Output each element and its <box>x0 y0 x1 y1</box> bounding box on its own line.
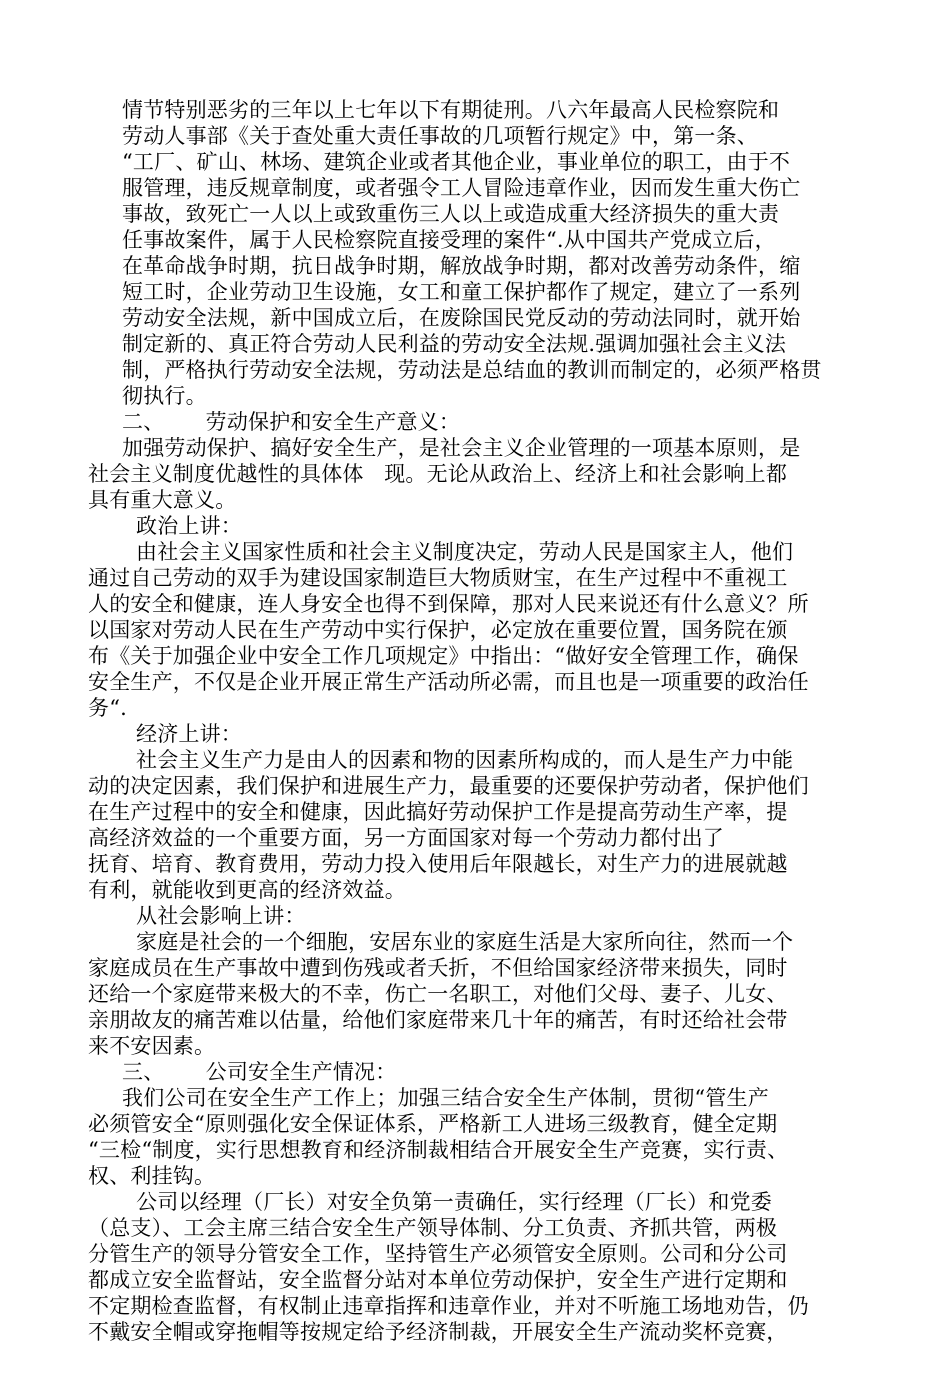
section-heading: 三、 公司安全生产情况： <box>122 1060 397 1084</box>
text-line: 在革命战争时期，抗日战争时期，解放战争时期，都对改善劳动条件，缩 <box>122 254 801 278</box>
text-line: 抚育、培育、教育费用，劳动力投入使用后年限越长，对生产力的进展就越 <box>88 852 788 876</box>
text-line: 通过自己劳动的双手为建设国家制造巨大物质财宝，在生产过程中不重视工 <box>88 566 788 590</box>
section-heading: 二、 劳动保护和安全生产意义： <box>122 410 461 434</box>
text-line: 社会主义生产力是由人的因素和物的因素所构成的，而人是生产力中能 <box>136 748 794 772</box>
text-line: 不定期检查监督，有权制止违章指挥和违章作业，并对不听施工场地劝告，仍 <box>88 1294 809 1318</box>
subheading: 经济上讲： <box>136 722 242 746</box>
subheading: 政治上讲： <box>136 514 242 538</box>
text-line: 服管理，违反规章制度，或者强令工人冒险违章作业，因而发生重大伤亡 <box>122 176 801 200</box>
text-line: 家庭是社会的一个细胞，安居东业的家庭生活是大家所向往，然而一个 <box>136 930 794 954</box>
text-line: 任事故案件，属于人民检察院直接受理的案件“.从中国共产党成立后， <box>122 228 776 252</box>
text-line: 来不安因素。 <box>88 1034 216 1058</box>
text-line: 我们公司在安全生产工作上；加强三结合安全生产体制，贯彻“管生产 <box>122 1086 769 1110</box>
text-line: 务“. <box>88 696 128 720</box>
text-line: 有利，就能收到更高的经济效益。 <box>88 878 406 902</box>
text-line: 公司以经理（厂长）对安全负第一责确任，实行经理（厂长）和党委 <box>136 1190 772 1214</box>
text-line: 劳动安全法规，新中国成立后，在废除国民党反动的劳动法同时，就开始 <box>122 306 801 330</box>
text-line: 制定新的、真正符合劳动人民利益的劳动安全法规.强调加强社会主义法 <box>122 332 787 356</box>
text-line: 家庭成员在生产事故中遭到伤残或者夭折，不但给国家经济带来损失，同时 <box>88 956 788 980</box>
text-line: （总支）、工会主席三结合安全生产领导体制、分工负责、齐抓共管，两极 <box>88 1216 778 1240</box>
text-line: 以国家对劳动人民在生产劳动中实行保护，必定放在重要位置，国务院在颁 <box>88 618 788 642</box>
text-line: 高经济效益的一个重要方面，另一方面国家对每一个劳动力都付出了 <box>88 826 724 850</box>
text-line: 分管生产的领导分管安全工作，坚持管生产必须管安全原则。公司和分公司 <box>88 1242 788 1266</box>
text-line: 在生产过程中的安全和健康，因此搞好劳动保护工作是提高劳动生产率，提 <box>88 800 788 824</box>
text-line: 情节特别恶劣的三年以上七年以下有期徒刑。八六年最高人民检察院和 <box>122 98 780 122</box>
text-line: 都成立安全监督站，安全监督分站对本单位劳动保护，安全生产进行定期和 <box>88 1268 788 1292</box>
text-line: “三检“制度，实行思想教育和经济制裁相结合开展安全生产竞赛，实行责、 <box>88 1138 789 1162</box>
text-line: 安全生产，不仅是企业开展正常生产活动所必需，而且也是一项重要的政治任 <box>88 670 809 694</box>
text-line: 加强劳动保护、搞好安全生产，是社会主义企业管理的一项基本原则，是 <box>122 436 801 460</box>
text-line: 由社会主义国家性质和社会主义制度决定，劳动人民是国家主人，他们 <box>136 540 794 564</box>
text-line: 亲朋故友的痛苦难以估量，给他们家庭带来几十年的痛苦，有时还给社会带 <box>88 1008 788 1032</box>
text-line: 不戴安全帽或穿拖帽等按规定给予经济制裁，开展安全生产流动奖杯竞赛， <box>88 1320 788 1344</box>
subheading: 从社会影响上讲： <box>136 904 306 928</box>
text-line: 短工时，企业劳动卫生设施，女工和童工保护都作了规定，建立了一系列 <box>122 280 801 304</box>
text-line: 人的安全和健康，连人身安全也得不到保障，那对人民来说还有什么意义？所 <box>88 592 809 616</box>
text-line: 彻执行。 <box>122 384 207 408</box>
text-line: 社会主义制度优越性的具体体 现。无论从政治上、经济上和社会影响上都 <box>88 462 788 486</box>
text-line: 制，严格执行劳动安全法规，劳动法是总结血的教训而制定的，必须严格贯 <box>122 358 822 382</box>
text-line: “工厂、矿山、林场、建筑企业或者其他企业，事业单位的职工，由于不 <box>122 150 791 174</box>
text-line: 还给一个家庭带来极大的不幸，伤亡一名职工，对他们父母、妻子、儿女、 <box>88 982 788 1006</box>
text-line: 布《关于加强企业中安全工作几项规定》中指出：“做好安全管理工作，确保 <box>88 644 799 668</box>
text-line: 必须管安全“原则强化安全保证体系，严格新工人进场三级教育，健全定期 <box>88 1112 778 1136</box>
text-line: 具有重大意义。 <box>88 488 237 512</box>
text-line: 权、利挂钩。 <box>88 1164 216 1188</box>
text-line: 事故，致死亡一人以上或致重伤三人以上或造成重大经济损失的重大责 <box>122 202 780 226</box>
text-line: 动的决定因素，我们保护和进展生产力，最重要的还要保护劳动者，保护他们 <box>88 774 809 798</box>
text-line: 劳动人事部《关于查处重大责任事故的几项暂行规定》中，第一条、 <box>122 124 758 148</box>
